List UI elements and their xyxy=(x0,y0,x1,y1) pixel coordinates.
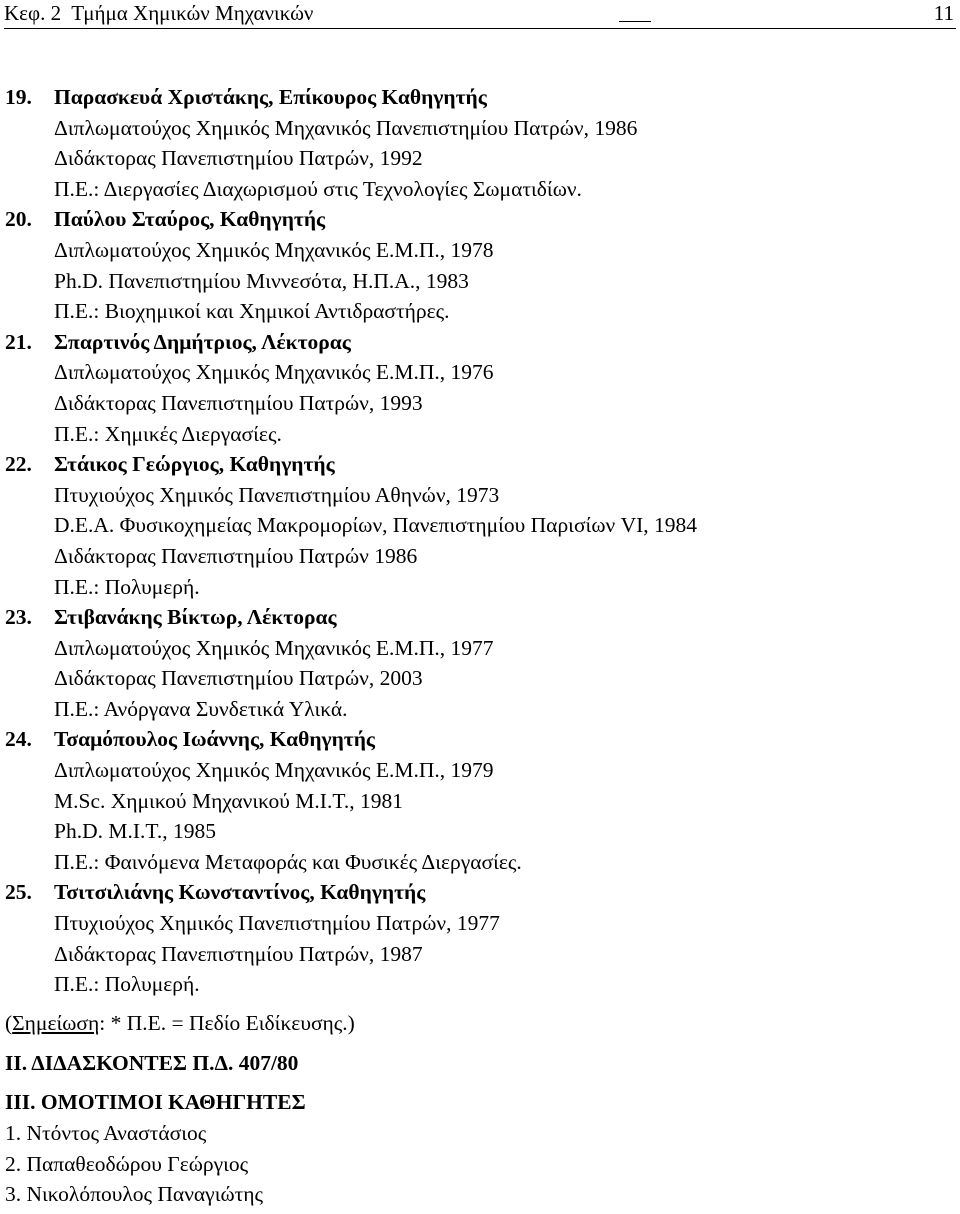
faculty-entry xyxy=(0,204,960,326)
entry-heading xyxy=(0,724,960,755)
document-body xyxy=(0,82,960,1210)
section-heading-instructors: ΙΙ. ΔΙΔΑΣΚΟΝΤΕΣ Π.Δ. 407/80 xyxy=(5,1050,299,1075)
entry-detail: Διπλωματούχος Χημικός Μηχανικός Ε.Μ.Π., 1979 xyxy=(54,758,494,783)
entry-detail: M.Sc. Χημικού Μηχανικού M.I.T., 1981 xyxy=(54,788,403,813)
footnote xyxy=(0,1007,960,1039)
entry-number: 21. xyxy=(5,329,32,354)
footnote-text: : * Π.Ε. = Πεδίο Ειδίκευσης.) xyxy=(99,1010,355,1035)
footnote-open-paren: ( xyxy=(5,1010,13,1035)
entry-heading xyxy=(0,602,960,633)
entry-detail: Διπλωματούχος Χημικός Μηχανικός Ε.Μ.Π., 1976 xyxy=(54,360,494,385)
page-header xyxy=(4,0,956,29)
entry-detail: Διπλωματούχος Χημικός Μηχανικός Ε.Μ.Π., 1978 xyxy=(54,237,494,262)
entry-detail: Πτυχιούχος Χημικός Πανεπιστημίου Πατρών, 1977 xyxy=(54,911,500,936)
entry-name: Τσαμόπουλος Ιωάννης, Καθηγητής xyxy=(54,727,375,752)
faculty-entry xyxy=(0,449,960,602)
entry-heading xyxy=(0,327,960,358)
entry-detail: Π.Ε.: Πολυμερή. xyxy=(54,574,200,599)
header-chapter-title: Κεφ. 2 Τμήμα Χημικών Μηχανικών xyxy=(4,1,314,25)
entry-heading xyxy=(0,204,960,235)
entry-detail: Π.Ε.: Πολυμερή. xyxy=(54,972,200,997)
entry-detail: Διπλωματούχος Χημικός Μηχανικός Ε.Μ.Π., 1977 xyxy=(54,635,494,660)
faculty-entry xyxy=(0,327,960,449)
entry-heading xyxy=(0,82,960,113)
entry-detail: Π.Ε.: Βιοχημικοί και Χημικοί Αντιδραστήρες. xyxy=(54,299,450,324)
faculty-entry xyxy=(0,877,960,999)
entry-name: Στάικος Γεώργιος, Καθηγητής xyxy=(54,452,335,477)
entry-detail: Διδάκτορας Πανεπιστημίου Πατρών, 1987 xyxy=(54,941,423,966)
section-heading-emeriti: ΙΙΙ. ΟΜΟΤΙΜΟΙ ΚΑΘΗΓΗΤΕΣ xyxy=(5,1090,306,1115)
entry-name: Σπαρτινός Δημήτριος, Λέκτορας xyxy=(54,329,351,354)
entry-number: 20. xyxy=(5,207,32,232)
entry-detail: Διδάκτορας Πανεπιστημίου Πατρών 1986 xyxy=(54,543,418,568)
entry-detail: Π.Ε.: Ανόργανα Συνδετικά Υλικά. xyxy=(54,696,348,721)
emeritus-item: 1. Ντόντος Αναστάσιος xyxy=(5,1121,207,1145)
entry-detail: Ph.D. Πανεπιστημίου Μιννεσότα, Η.Π.Α., 1983 xyxy=(54,268,469,293)
entry-detail: Διδάκτορας Πανεπιστημίου Πατρών, 2003 xyxy=(54,666,423,691)
faculty-entry xyxy=(0,724,960,877)
entry-detail: Ph.D. M.I.T., 1985 xyxy=(54,819,217,844)
entry-number: 19. xyxy=(5,85,32,109)
entry-detail: D.E.A. Φυσικοχημείας Μακρομορίων, Πανεπιστημίου Παρισίων VI, 1984 xyxy=(54,513,698,538)
faculty-entry xyxy=(0,82,960,204)
entry-detail: Π.Ε.: Χημικές Διεργασίες. xyxy=(54,421,282,446)
footnote-label: Σημείωση xyxy=(12,1010,100,1035)
entry-detail: Διπλωματούχος Χημικός Μηχανικός Πανεπιστημίου Πατρών, 1986 xyxy=(54,115,638,140)
entry-name: Στιβανάκης Βίκτωρ, Λέκτορας xyxy=(54,605,337,630)
entry-name: Τσιτσιλιάνης Κωνσταντίνος, Καθηγητής xyxy=(54,880,426,905)
entry-number: 23. xyxy=(5,605,32,630)
entry-heading xyxy=(0,877,960,908)
entry-detail: Διδάκτορας Πανεπιστημίου Πατρών, 1992 xyxy=(54,146,423,171)
entry-detail: Πτυχιούχος Χημικός Πανεπιστημίου Αθηνών, 1973 xyxy=(54,482,500,507)
entry-number: 25. xyxy=(5,880,32,905)
entry-heading xyxy=(0,449,960,480)
page-number: 11 xyxy=(933,1,954,25)
entry-number: 22. xyxy=(5,452,32,477)
faculty-entry xyxy=(0,602,960,724)
entry-detail: Π.Ε.: Διεργασίες Διαχωρισμού στις Τεχνολογίες Σωματιδίων. xyxy=(54,176,582,201)
entry-name: Παύλου Σταύρος, Καθηγητής xyxy=(54,207,326,232)
header-underline-mark xyxy=(619,0,651,22)
emeritus-item: 2. Παπαθεοδώρου Γεώργιος xyxy=(5,1151,249,1176)
emeritus-item: 3. Νικολόπουλος Παναγιώτης xyxy=(5,1182,264,1207)
entry-name: Παρασκευά Χριστάκης, Επίκουρος Καθηγητής xyxy=(54,85,487,109)
entry-number: 24. xyxy=(5,727,32,752)
entry-detail: Διδάκτορας Πανεπιστημίου Πατρών, 1993 xyxy=(54,390,423,415)
entry-detail: Π.Ε.: Φαινόμενα Μεταφοράς και Φυσικές Διεργασίες. xyxy=(54,849,522,874)
